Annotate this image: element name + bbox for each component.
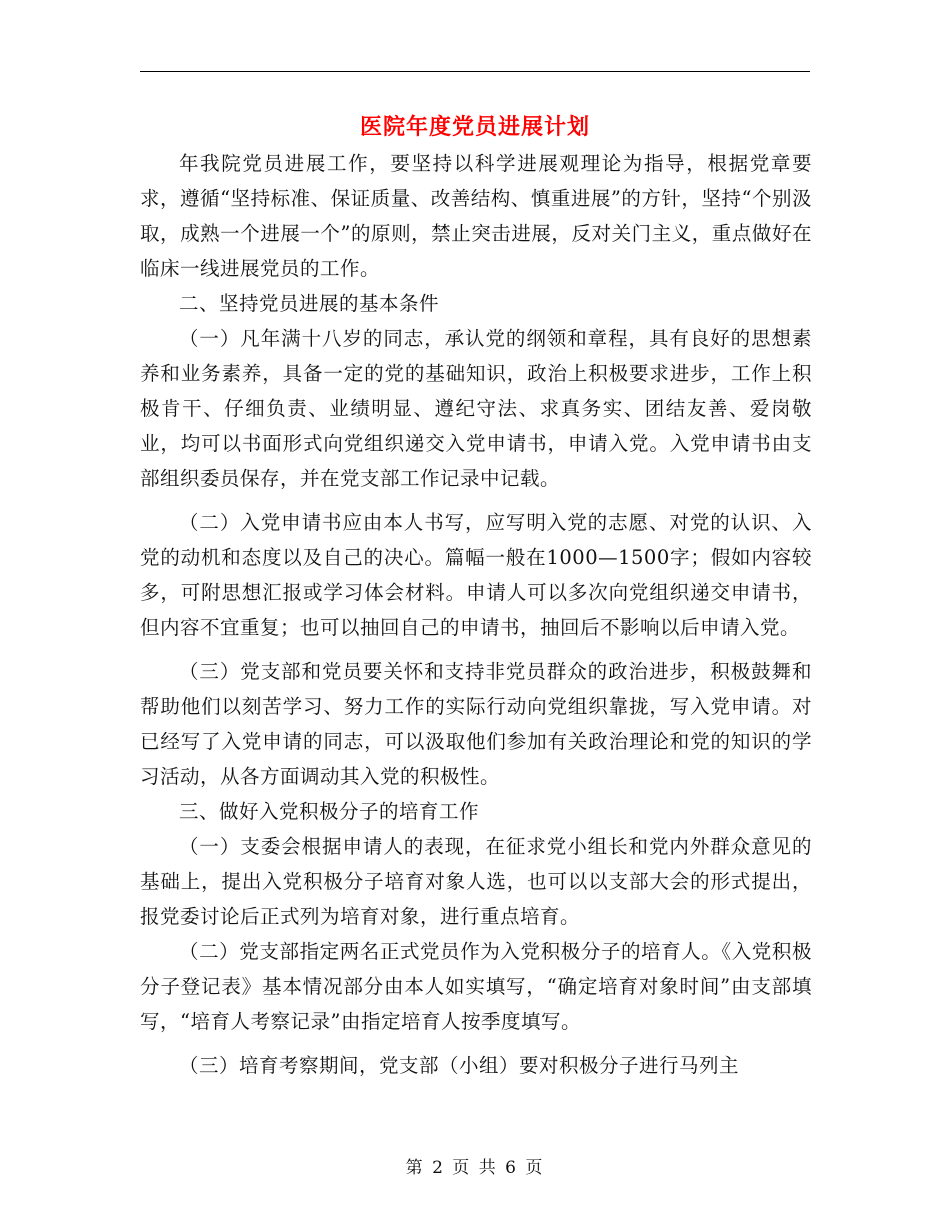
page-number-footer: 第 2 页 共 6 页	[405, 1158, 545, 1178]
paragraph-3-3: （三）培育考察期间，党支部（小组）要对积极分子进行马列主	[179, 1054, 740, 1077]
document-title: 医院年度党员进展计划	[359, 114, 590, 140]
section-heading-2: 二、坚持党员进展的基本条件	[179, 292, 440, 315]
section-heading-3: 三、做好入党积极分子的培育工作	[179, 800, 480, 823]
paragraph-2-1: （一）凡年满十八岁的同志，承认党的纲领和章程，具有良好的思想素养和业务素养，具备一定的党的基础知识，政治上积极要求进步，工作上积极肯干、仔细负责、业绩明显、遵纪守法、求真务实、团结友善、爱岗敬业，均可以书面形式向党组织递交入党申请书，申请入党。入党申请书由支部组织委员保存，并在党支部工作记录中记载。	[140, 327, 812, 490]
header-rule	[140, 71, 810, 72]
paragraph-2-3: （三）党支部和党员要关怀和支持非党员群众的政治进步，积极鼓舞和帮助他们以刻苦学习、努力工作的实际行动向党组织靠拢，写入党申请。对已经写了入党申请的同志，可以汲取他们参加有关政治理论和党的知识的学习活动，从各方面调动其入党的积极性。	[140, 660, 812, 788]
paragraph-intro: 年我院党员进展工作，要坚持以科学进展观理论为指导，根据党章要求，遵循“坚持标准、保证质量、改善结构、慎重进展”的方针，坚持“个别汲取，成熟一个进展一个”的原则，禁止突击进展，反对关门主义，重点做好在临床一线进展党员的工作。	[140, 152, 812, 280]
paragraph-3-2: （二）党支部指定两名正式党员作为入党积极分子的培育人。《入党积极分子登记表》基本情况部分由本人如实填写，“确定培育对象时间”由支部填写，“培育人考察记录”由指定培育人按季度填写。	[140, 940, 812, 1033]
document-body	[140, 146, 812, 1083]
paragraph-2-2: （二）入党申请书应由本人书写，应写明入党的志愿、对党的认识、入党的动机和态度以及自己的决心。篇幅一般在1000—1500字；假如内容较多，可附思想汇报或学习体会材料。申请人可以多次向党组织递交申请书，但内容不宜重复；也可以抽回自己的申请书，抽回后不影响以后申请入党。	[140, 511, 812, 639]
paragraph-3-1: （一）支委会根据申请人的表现，在征求党小组长和党内外群众意见的基础上，提出入党积极分子培育对象人选，也可以以支部大会的形式提出，报党委讨论后正式列为培育对象，进行重点培育。	[140, 835, 812, 928]
